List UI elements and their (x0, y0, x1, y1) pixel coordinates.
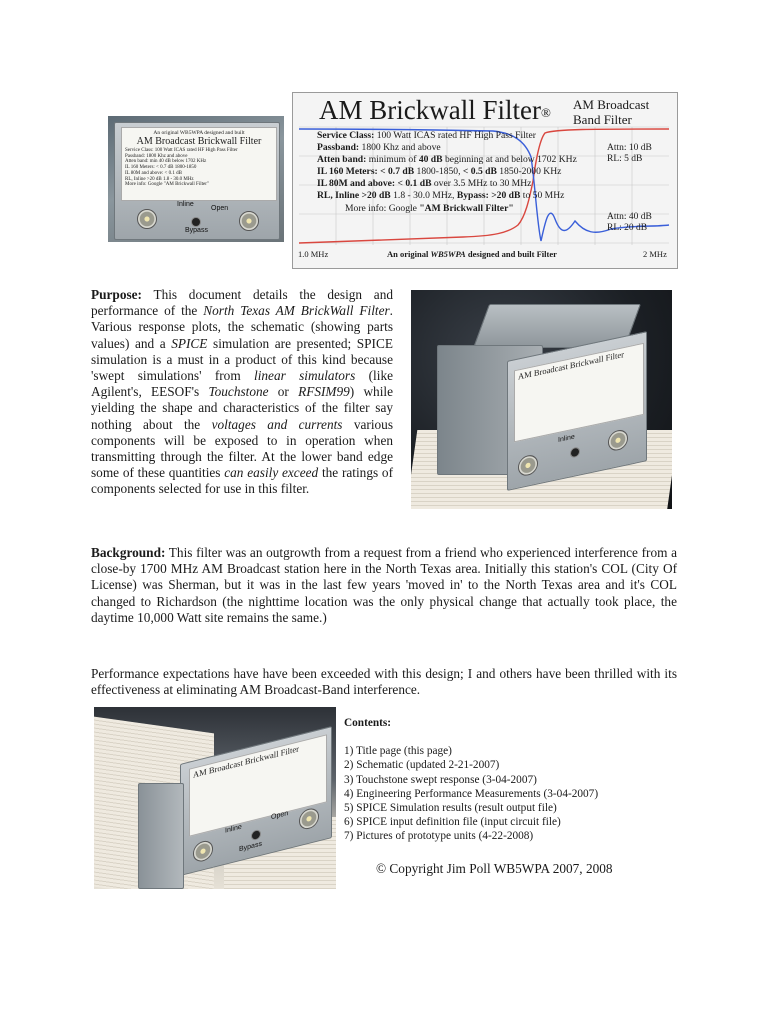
toggle-switch-icon (570, 446, 580, 458)
inline-label: Inline (558, 433, 575, 445)
plate-header: An original WB5WPA designed and built (153, 130, 245, 136)
spec-line: Atten band: minimum of 40 dB beginning at and below 1702 KHz (317, 154, 577, 166)
x-axis-end-label: 2 MHz (643, 249, 667, 259)
open-label: Open (271, 809, 289, 822)
contents-item: 7) Pictures of prototype units (4-22-2008) (344, 830, 534, 843)
plate-title: AM Broadcast Brickwall Filter (193, 743, 299, 780)
plate-line: IL 80M and above: < 0.1 dB (125, 170, 182, 176)
contents-items (344, 744, 674, 843)
filter-box-photo-angle (94, 707, 336, 889)
background-paragraph: Background: This filter was an outgrowth from a request from a friend who experienced interference from a close-by 1700 MHz AM Broadcast station here in the North Texas area. Initially this station's COL (City Of License) was Sherman, but it was in the last few years 'moved in' to the North Texas area and it's COL changed to Richardson (the nighttime location was the only physical change that actually took place, the daytime 10,000 Watt site remains the same.) (91, 545, 677, 625)
registered-mark: ® (540, 105, 551, 120)
spec-line: Service Class: 100 Watt ICAS rated HF High Pass Filter (317, 130, 536, 141)
more-info-line: More info: Google "AM Brickwall Filter" (345, 202, 514, 214)
spec-block (317, 130, 577, 215)
inline-label: Inline (225, 823, 242, 835)
open-label: Open (211, 205, 229, 212)
performance-paragraph: Performance expectations have have been exceeded with this design; I and others have been thrilled with its effectiveness at eliminating AM Broadcast-Band interference. (91, 666, 677, 698)
attn-top-label: Attn: 10 dB (607, 143, 652, 153)
contents-item: 4) Engineering Performance Measurements (3-04-2007) (344, 787, 599, 800)
graph-footer: An original WB5WPA designed and built Filter (387, 249, 557, 259)
plate-line: More info: Google "AM Brickwall Filter" (125, 182, 209, 188)
filter-label-plate (514, 343, 644, 443)
plate-line: RL, Inline >20 dB 1.8 - 30.0 MHz (125, 176, 194, 182)
plate-title: AM Broadcast Brickwall Filter (518, 349, 624, 382)
rl-bottom-label: RL: 20 dB (607, 223, 648, 233)
filter-box-front (114, 122, 280, 240)
filter-response-graph (292, 92, 678, 269)
purpose-paragraph: Purpose: This document details the design and performance of the North Texas AM BrickWall Filter. Various response plots, the schematic (showing parts values) and a SPICE simulation are presented; SPICE simulation is a must in a product of this kind because 'swept simulations' from linear simulators (like Agilent's, EESOF's Touchstone or RFSIM99) while yielding the shape and characteristics of the filter say nothing about the voltages and currents various components will be exposed to in operation when transmitting through the filter. At the lower band edge some of these quantities can easily exceed the ratings of components selected for use in this filter. (91, 287, 394, 497)
background-label: Background: (91, 545, 166, 560)
x-axis-start-label: 1.0 MHz (298, 249, 329, 259)
attn-bottom-label: Attn: 40 dB (607, 212, 652, 222)
rl-top-label: RL: 5 dB (607, 154, 643, 164)
plate-line: IL 160 Meters: < 0.7 dB 1800-1850 (125, 165, 197, 171)
copyright-notice: © Copyright Jim Poll WB5WPA 2007, 2008 (376, 861, 613, 876)
contents-item: 3) Touchstone swept response (3-04-2007) (344, 773, 537, 786)
attenuation-scale-bottom (607, 212, 652, 234)
graph-subtitle: AM Broadcast Band Filter (573, 97, 650, 127)
so239-connector-icon (518, 453, 538, 477)
toggle-switch-icon (251, 829, 261, 841)
plate-line: Passband: 1800 Khz and above (125, 153, 188, 159)
spec-line: IL 160 Meters: < 0.7 dB 1800-1850, < 0.5 dB 1850-2000 KHz (317, 166, 562, 178)
toggle-switch-icon (191, 217, 201, 227)
plate-title: AM Broadcast Brickwall Filter (136, 136, 262, 148)
attenuation-scale-top (607, 143, 652, 165)
graph-title: AM Brickwall Filter® (319, 95, 551, 125)
contents-item: 6) SPICE input definition file (input circuit file) (344, 816, 561, 829)
filter-box-side (138, 783, 184, 889)
spec-line: IL 80M and above: < 0.1 dB over 3.5 MHz to 30 MHz (317, 178, 532, 190)
so239-connector-icon (239, 211, 259, 231)
contents-item: 5) SPICE Simulation results (result output file) (344, 802, 557, 815)
plate-line: Atten band: min 40 dB below 1702 KHz (125, 159, 207, 165)
contents-item: 2) Schematic (updated 2-21-2007) (344, 759, 500, 772)
so239-connector-icon (299, 806, 319, 831)
spec-line: RL, Inline >20 dB 1.8 - 30.0 MHz, Bypass: >20 dB to 50 MHz (317, 190, 565, 202)
filter-label-plate (121, 127, 277, 201)
filter-box-photo-on-book (411, 290, 672, 509)
spec-line: Passband: 1800 Khz and above (317, 142, 441, 154)
plate-line: Service Class: 100 Watt ICAS rated HF High Pass Filter (125, 147, 238, 153)
inline-label: Inline (177, 201, 194, 208)
filter-box-photo-small (108, 116, 284, 242)
purpose-label: Purpose: (91, 287, 142, 302)
contents-heading: Contents: (344, 717, 392, 729)
contents-list (344, 716, 674, 844)
contents-item: 1) Title page (this page) (344, 745, 452, 758)
so239-connector-icon (608, 428, 628, 452)
bypass-label: Bypass (239, 840, 262, 854)
bypass-label: Bypass (185, 227, 208, 234)
so239-connector-icon (137, 209, 157, 229)
so239-connector-icon (193, 839, 213, 864)
